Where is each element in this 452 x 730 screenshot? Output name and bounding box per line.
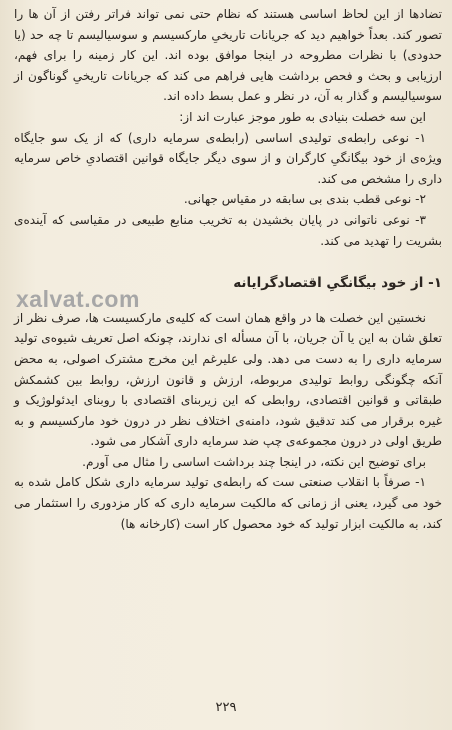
section-heading: ۱- از خود بیگانگیِ اقتصادگرایانه <box>233 275 442 292</box>
paragraph-8: ۱- صرفاً با انقلاب صنعتی ست که رابطه‌ی تولید سرمایه داری شکل کامل شده به خود می گیرد، یعنی از زمانی که مالکیت سرمایه داری که کار مزدوری را استثمار می کند، به مالکیت ابزار تولید که خود محصول کار است (کارخانه ها) <box>14 475 442 531</box>
paragraph-2: این سه خصلت بنیادی به طور موجز عبارت اند از: <box>179 109 426 124</box>
paragraph-3: ۱- نوعی رابطه‌ی تولیدی اساسی (رابطه‌ی سرمایه داری) که از یک سو جایگاه ویژه‌ی از خود بیگانگیِ کارگران و از سوی دیگر جایگاه قوانین اقتصادیِ خاص سرمایه داری را مشخص می کند. <box>14 130 442 186</box>
paragraph-5: ۳- نوعی ناتوانی در پایان بخشیدن به تخریب منابع طبیعی در مقیاسی که آینده‌ی بشریت را تهدید می کند. <box>14 212 442 248</box>
paragraph-4: ۲- نوعی قطب بندی بی سابقه در مقیاس جهانی. <box>183 192 426 207</box>
paragraph-7: برای توضیح این نکته، در اینجا چند برداشت اساسی را مثال می آورم. <box>82 454 426 469</box>
page-number: ۲۲۹ <box>215 700 237 715</box>
page-body <box>14 4 442 534</box>
paragraph-1: تضادها از این لحاظ اساسی هستند که نظام حتی نمی تواند فراتر رفتن از آن ها را تصور کند. بعداً خواهیم دید که جریانات تاریخیِ مارکسیسم و سوسیالیسم تا چه حد (یا حدودی) با نظرات مطروحه در اینجا موافق بوده اند. این کار زمینه را برای فهم، ارزیابی و بحث و فحص برداشت هایی فراهم می کند که جریانات تاریخیِ گوناگون از سوسیالیسم و گذار به آن، در نظر و عمل بسط داده اند. <box>14 7 442 104</box>
watermark-logo: xalvat.com <box>16 286 140 312</box>
paragraph-6: نخستین این خصلت ها در واقع همان است که کلیه‌ی مارکسیست ها، صرف نظر از تعلق شان به این یا آن جریان، با آن مسأله ای ندارند، چونکه اصل تعریف شیوه‌ی تولید سرمایه داری را به دست می دهد. ولی علیرغم این مخرج مشترک اصولی، به محض آنکه چگونگی روابط تولیدی مربوطه، ارزش و قانون ارزش، روابط بین کشمکش طبقاتی و قوانین اقتصادی، روابطی که این زیربنای اقتصادی با روبنای ایدئولوژیک و غیره برقرار می کند تدقیق شود، دامنه‌ی اختلاف نظر در درون خود مارکسیسم و به طریق اولی در درون مجموعه‌ی چپ ضد سرمایه داری آشکار می شود. <box>14 310 442 449</box>
